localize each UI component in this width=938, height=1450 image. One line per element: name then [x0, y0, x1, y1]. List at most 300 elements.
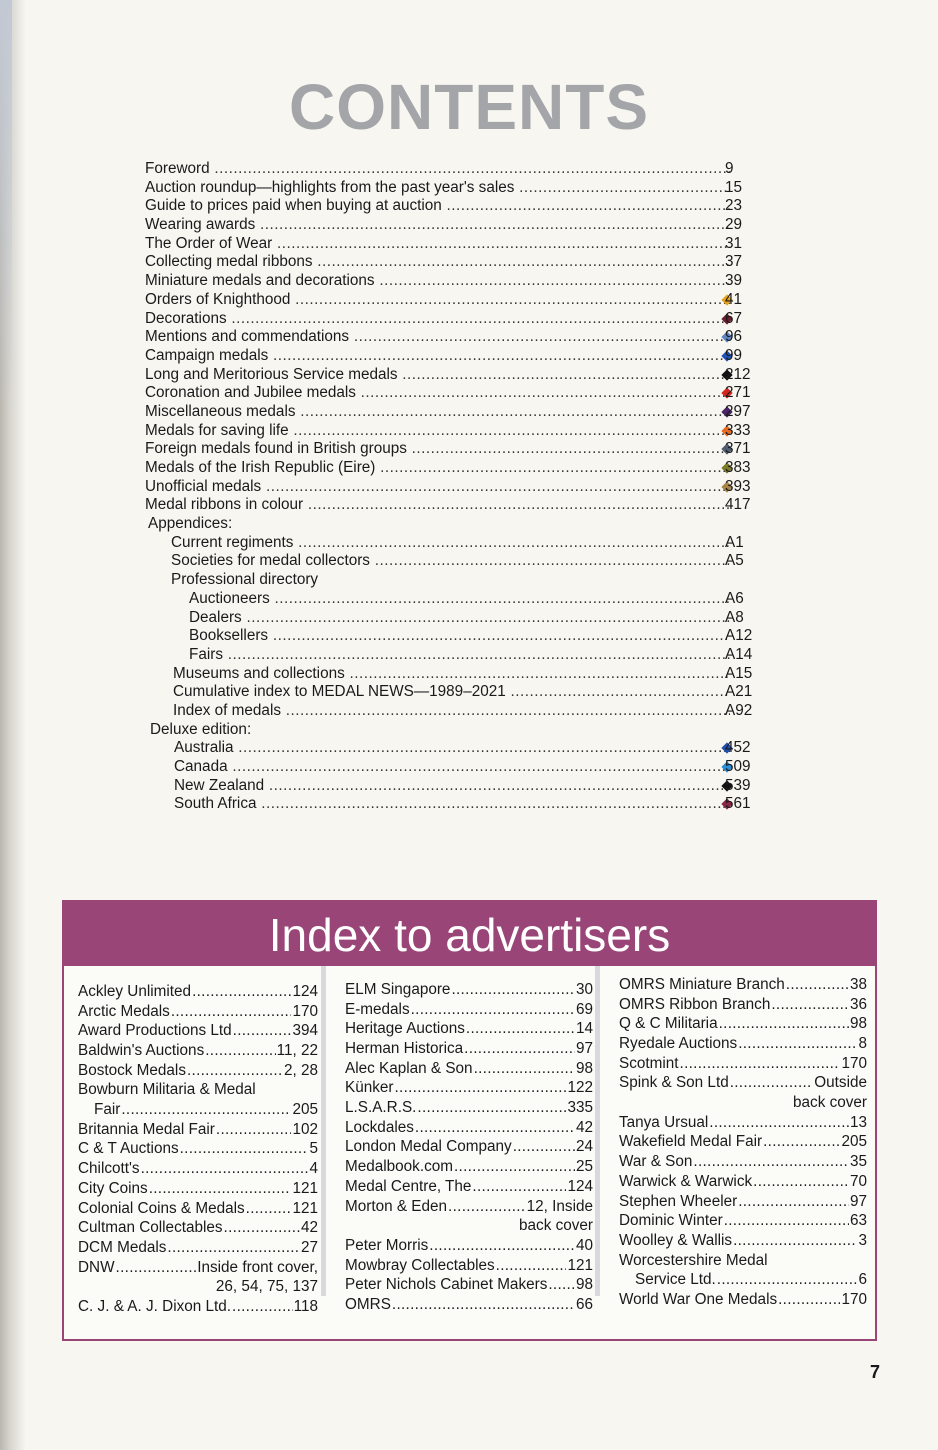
leader-dots: [167, 1238, 300, 1258]
toc-entry: [145, 291, 775, 310]
toc-entry-label: New Zealand .....: [145, 777, 730, 796]
advertiser-page: 69: [575, 1000, 593, 1018]
advertiser-name: Alec Kaplan & Son: [345, 1059, 473, 1077]
advertiser-entry: [78, 1159, 318, 1179]
advertiser-name: Worcestershire Medal: [619, 1251, 768, 1269]
advertiser-name: Cultman Collectables: [78, 1219, 223, 1237]
toc-entry-label: Auction roundup—highlights from the past year's sales .....: [145, 179, 730, 198]
toc-entry-label: The Order of Wear .....: [145, 235, 730, 254]
advertiser-name: OMRS Ribbon Branch: [619, 995, 771, 1013]
toc-entry-label: Miscellaneous medals .....: [145, 403, 730, 422]
toc-entry-label: Museums and collections .....: [145, 665, 730, 684]
leader-dots: [116, 1258, 197, 1278]
leader-dots: [513, 1137, 575, 1157]
toc-entry: [145, 366, 775, 385]
leader-dots: [448, 1197, 526, 1217]
leader-dots: [141, 1159, 309, 1179]
leader-dots: [224, 1218, 300, 1238]
toc-entry-page: 212: [725, 365, 751, 383]
leader-dots: [246, 1199, 292, 1219]
advertiser-entry: [619, 1192, 867, 1212]
advertiser-page: 40: [575, 1236, 593, 1254]
toc-entry: [145, 179, 775, 198]
advertiser-name: Medal Centre, The: [345, 1177, 472, 1195]
advertiser-page: 25: [575, 1158, 593, 1176]
advertiser-name: Tanya Ursual: [619, 1113, 709, 1131]
advertiser-name: Bostock Medals: [78, 1061, 186, 1079]
toc-entry-page: 41: [725, 290, 743, 308]
advertiser-name: Mowbray Collectables: [345, 1256, 495, 1274]
page-title: CONTENTS: [289, 71, 649, 143]
advertiser-page: 97: [575, 1040, 593, 1058]
advertiser-page: 42: [300, 1219, 318, 1237]
advertiser-name: Peter Nichols Cabinet Makers: [345, 1276, 548, 1294]
leader-dots: [216, 1120, 292, 1140]
toc-entry: [145, 777, 775, 796]
advertiser-entry: [619, 1073, 867, 1093]
advertiser-page: 205: [841, 1133, 867, 1151]
advertiser-name: DNW: [78, 1258, 115, 1276]
page-number: 7: [870, 1362, 881, 1382]
advertiser-entry: [78, 1199, 318, 1219]
toc-entry-page: 561: [725, 795, 751, 813]
advertiser-page: 124: [567, 1177, 593, 1195]
toc-entry-label: Cumulative index to MEDAL NEWS—1989–2021 .....: [145, 683, 730, 702]
advertiser-name: Woolley & Wallis: [619, 1231, 733, 1249]
advertiser-entry: [78, 1258, 318, 1278]
advertiser-entry: [619, 1152, 867, 1172]
toc-entry-label: Auctioneers .....: [145, 590, 730, 609]
toc-entry: [145, 403, 775, 422]
advertiser-page: 170: [841, 1290, 867, 1308]
toc-entry-label: Decorations .....: [145, 310, 730, 329]
toc-entry: [145, 534, 775, 553]
advertiser-page: 5: [309, 1140, 318, 1158]
advertiser-page: 6: [858, 1271, 867, 1289]
advertiser-entry: [78, 1218, 318, 1238]
toc-entry-page: 31: [725, 234, 743, 252]
advertiser-name-continued: Service Ltd.: [635, 1271, 716, 1289]
toc-entry-page: 297: [725, 402, 751, 420]
leader-dots: [753, 1172, 849, 1192]
directory-heading: Professional directory: [171, 571, 319, 589]
toc-entry: [145, 384, 775, 403]
advertiser-name: Baldwin's Auctions: [78, 1042, 205, 1060]
advertiser-entry: [345, 1295, 593, 1315]
leader-dots: [149, 1179, 292, 1199]
column-divider: [595, 966, 600, 1296]
advertiser-page: 63: [849, 1212, 867, 1230]
advertiser-entry: [345, 1236, 593, 1256]
advertiser-entry: [619, 1211, 867, 1231]
advertiser-page: 14: [575, 1020, 593, 1038]
advertiser-page: 35: [849, 1153, 867, 1171]
toc-entry-label: Booksellers .....: [145, 627, 730, 646]
leader-dots: [548, 1275, 575, 1295]
leader-dots: [417, 1098, 566, 1118]
advertiser-page: 8: [858, 1035, 867, 1053]
advertisers-column-2: [345, 980, 593, 1315]
advertiser-entry: [619, 1034, 867, 1054]
toc-entry-page: 67: [725, 309, 743, 327]
advertiser-entry: [619, 1172, 867, 1192]
advertiser-name: C & T Auctions: [78, 1140, 179, 1158]
advertiser-name: OMRS Miniature Branch: [619, 975, 785, 993]
toc-entry: [145, 683, 775, 702]
advertiser-entry: [345, 1138, 593, 1158]
advertiser-entry: [345, 1039, 593, 1059]
advertiser-name: London Medal Company: [345, 1138, 512, 1156]
toc-entry-page: A14: [725, 645, 753, 663]
leader-dots: [466, 1019, 575, 1039]
toc-entry-label: Medal ribbons in colour .....: [145, 496, 730, 515]
toc-entry-page: A1: [725, 533, 744, 551]
toc-entry-label: Societies for medal collectors .....: [145, 552, 730, 571]
advertiser-entry: [78, 982, 318, 1002]
toc-entry-label: Unofficial medals .....: [145, 478, 730, 497]
advertiser-page: 121: [292, 1179, 318, 1197]
advertiser-page: 98: [575, 1276, 593, 1294]
toc-entry: [145, 665, 775, 684]
toc-heading: [145, 721, 775, 740]
leader-dots: [786, 975, 849, 995]
advertiser-entry: [619, 975, 867, 995]
toc-entry: [145, 496, 775, 515]
toc-entry-label: Canada .....: [145, 758, 730, 777]
contents-list: [145, 160, 775, 814]
leader-dots: [771, 995, 849, 1015]
toc-entry: [145, 310, 775, 329]
toc-entry-label: Medals of the Irish Republic (Eire) .....: [145, 459, 730, 478]
advertiser-page: 170: [292, 1002, 318, 1020]
advertisers-column-1: [78, 982, 318, 1317]
toc-entry: [145, 552, 775, 571]
toc-entry-page: A21: [725, 683, 753, 701]
toc-entry-page: 37: [725, 253, 743, 271]
toc-entry: [145, 216, 775, 235]
advertiser-entry: [619, 1054, 867, 1074]
advertiser-page: 102: [292, 1120, 318, 1138]
advertiser-entry: [345, 1000, 593, 1020]
leader-dots: [730, 1073, 814, 1093]
advertiser-name: Colonial Coins & Medals: [78, 1199, 245, 1217]
toc-entry-page: 539: [725, 776, 751, 794]
leader-dots: [233, 1021, 292, 1041]
toc-entry-page: 333: [725, 421, 751, 439]
advertiser-page: 4: [309, 1160, 318, 1178]
advertiser-page: 24: [575, 1138, 593, 1156]
advertiser-name: Bowburn Militaria & Medal: [78, 1081, 256, 1099]
leader-dots: [717, 1270, 858, 1290]
toc-entry: [145, 272, 775, 291]
advertiser-entry: [345, 1078, 593, 1098]
toc-entry-page: 271: [725, 384, 751, 402]
advertiser-name-continued: Fair: [94, 1101, 121, 1119]
advertiser-entry: [345, 1059, 593, 1079]
toc-entry-page: A6: [725, 589, 744, 607]
advertiser-name: C. J. & A. J. Dixon Ltd.: [78, 1297, 232, 1315]
toc-entry: [145, 160, 775, 179]
toc-entry: [145, 478, 775, 497]
leader-dots: [121, 1100, 291, 1120]
leader-dots: [709, 1113, 849, 1133]
advertiser-entry: [619, 1231, 867, 1251]
toc-entry-page: 417: [725, 496, 751, 514]
advertiser-entry: [345, 1157, 593, 1177]
toc-entry-label: Miniature medals and decorations .....: [145, 272, 730, 291]
advertiser-page: 118: [293, 1297, 318, 1315]
advertiser-page: 98: [849, 1015, 867, 1033]
toc-entry-label: Current regiments .....: [145, 534, 730, 553]
advertiser-name: Arctic Medals: [78, 1002, 170, 1020]
advertiser-entry: [78, 1120, 318, 1140]
advertiser-name: Scotmint: [619, 1054, 679, 1072]
advertiser-entry: [78, 1002, 318, 1022]
leader-dots: [205, 1041, 275, 1061]
advertiser-name: OMRS: [345, 1295, 391, 1313]
advertiser-entry: [78, 1297, 318, 1317]
toc-entry-label: Campaign medals .....: [145, 347, 730, 366]
advertiser-page: 36: [849, 995, 867, 1013]
toc-entry: [145, 422, 775, 441]
advertiser-page: 121: [567, 1256, 593, 1274]
advertiser-entry: [619, 995, 867, 1015]
advertiser-entry: [619, 1251, 867, 1271]
advertiser-name: Award Productions Ltd: [78, 1022, 232, 1040]
advertiser-entry: [78, 1238, 318, 1258]
advertiser-name: Stephen Wheeler: [619, 1192, 738, 1210]
leader-dots: [451, 980, 575, 1000]
toc-entry: [145, 197, 775, 216]
toc-entry-page: A5: [725, 552, 744, 570]
advertiser-entry: [619, 1270, 867, 1290]
toc-entry-label: Medals for saving life .....: [145, 422, 730, 441]
advertiser-name: Lockdales: [345, 1118, 414, 1136]
advertiser-name: L.S.A.R.S.: [345, 1099, 417, 1117]
toc-entry: [145, 609, 775, 628]
toc-entry: [145, 758, 775, 777]
advertiser-entry: [619, 1113, 867, 1133]
advertiser-entry: [345, 1118, 593, 1138]
appendices-heading: Appendices:: [148, 515, 233, 533]
toc-entry: [145, 235, 775, 254]
leader-dots: [472, 1177, 566, 1197]
toc-entry-label: Fairs .....: [145, 646, 730, 665]
deluxe-heading: Deluxe edition:: [150, 720, 252, 738]
toc-entry: [145, 440, 775, 459]
toc-entry: [145, 795, 775, 814]
advertiser-page: 170: [841, 1054, 867, 1072]
advertisers-index: [62, 966, 877, 1341]
advertiser-name: Spink & Son Ltd: [619, 1074, 729, 1092]
advertiser-entry: [345, 1256, 593, 1276]
advertiser-name: Herman Historica: [345, 1040, 464, 1058]
leader-dots: [738, 1034, 857, 1054]
advertiser-name: City Coins: [78, 1179, 148, 1197]
advertiser-entry: [345, 980, 593, 1000]
advertiser-name: World War One Medals: [619, 1290, 778, 1308]
advertiser-name: Q & C Militaria: [619, 1015, 718, 1033]
toc-entry: [145, 253, 775, 272]
advertiser-name: E-medals: [345, 1000, 410, 1018]
toc-entry: [145, 646, 775, 665]
leader-dots: [392, 1295, 575, 1315]
advertiser-entry: [78, 1080, 318, 1100]
advertiser-name: Britannia Medal Fair: [78, 1120, 215, 1138]
toc-entry-label: Foreword .....: [145, 160, 730, 179]
toc-entry-label: Dealers .....: [145, 609, 730, 628]
toc-entry: [145, 702, 775, 721]
advertiser-name: Heritage Auctions: [345, 1020, 465, 1038]
leader-dots: [719, 1014, 849, 1034]
advertiser-page: 66: [575, 1295, 593, 1313]
toc-entry-page: 39: [725, 272, 743, 290]
advertiser-name: Morton & Eden: [345, 1197, 448, 1215]
advertisers-banner: Index to advertisers: [62, 900, 877, 966]
toc-entry-label: Wearing awards .....: [145, 216, 730, 235]
leader-dots: [738, 1192, 849, 1212]
advertiser-name: Chilcott's: [78, 1160, 140, 1178]
advertiser-page: 11, 22: [276, 1042, 318, 1060]
advertiser-entry: [78, 1140, 318, 1160]
advertiser-page: 205: [292, 1101, 318, 1119]
advertiser-page: 3: [858, 1231, 867, 1249]
advertiser-page: 97: [849, 1192, 867, 1210]
toc-heading: [145, 515, 775, 534]
toc-entry-page: 509: [725, 758, 751, 775]
leader-dots: [464, 1039, 575, 1059]
toc-entry-page: 29: [725, 216, 743, 234]
leader-dots: [474, 1059, 575, 1079]
toc-entry-page: 393: [725, 477, 751, 495]
leader-dots: [680, 1054, 841, 1074]
advertiser-entry: [345, 1019, 593, 1039]
column-divider: [321, 966, 326, 1296]
advertiser-page: 98: [575, 1059, 593, 1077]
toc-heading: [145, 571, 775, 590]
leader-dots: [429, 1236, 575, 1256]
advertiser-page-continued: back cover: [793, 1094, 867, 1112]
advertiser-name: War & Son: [619, 1153, 693, 1171]
advertiser-entry: [619, 1290, 867, 1310]
toc-entry-label: Long and Meritorious Service medals .....: [145, 366, 730, 385]
advertiser-name: Medalbook.com: [345, 1158, 453, 1176]
toc-entry-label: Australia .....: [145, 739, 730, 758]
toc-entry: [145, 627, 775, 646]
advertisers-column-3: [619, 975, 867, 1310]
leader-dots: [180, 1139, 309, 1159]
leader-dots: [171, 1002, 292, 1022]
toc-entry-label: Orders of Knighthood .....: [145, 291, 730, 310]
toc-entry-page: A92: [725, 701, 753, 719]
advertiser-entry: [78, 1041, 318, 1061]
advertiser-name: Warwick & Warwick: [619, 1172, 753, 1190]
leader-dots: [763, 1132, 840, 1152]
advertiser-name: Künker: [345, 1079, 394, 1097]
advertiser-page: 335: [567, 1099, 593, 1117]
advertiser-entry: [78, 1179, 318, 1199]
advertiser-entry: [345, 1098, 593, 1118]
advertiser-name: Ryedale Auctions: [619, 1035, 738, 1053]
leader-dots: [192, 982, 291, 1002]
advertiser-page-continued: back cover: [519, 1217, 593, 1235]
toc-entry: [145, 739, 775, 758]
toc-entry-label: Index of medals .....: [145, 702, 730, 721]
toc-entry-label: Collecting medal ribbons .....: [145, 253, 730, 272]
leader-dots: [187, 1061, 283, 1081]
toc-entry-page: 371: [725, 440, 751, 458]
advertiser-page-continued: 26, 54, 75, 137: [215, 1278, 318, 1296]
toc-entry-label: Guide to prices paid when buying at auction .....: [145, 197, 730, 216]
advertiser-name: Ackley Unlimited: [78, 982, 192, 1000]
toc-entry-page: 452: [725, 739, 751, 757]
toc-entry-page: 383: [725, 459, 751, 476]
advertiser-page: 27: [300, 1238, 318, 1256]
advertiser-page: 121: [292, 1199, 318, 1217]
advertiser-page: 38: [849, 975, 867, 993]
toc-entry-label: South Africa .....: [145, 795, 730, 814]
leader-dots: [415, 1118, 575, 1138]
advertiser-page: 122: [567, 1079, 593, 1097]
advertiser-name: Dominic Winter: [619, 1212, 723, 1230]
toc-entry-page: A12: [725, 627, 753, 645]
toc-entry-page: 96: [725, 328, 743, 346]
advertiser-entry: [78, 1100, 318, 1120]
advertiser-entry: [619, 1133, 867, 1153]
leader-dots: [232, 1297, 293, 1317]
advertiser-name: ELM Singapore: [345, 980, 451, 998]
advertiser-entry: [345, 1177, 593, 1197]
advertiser-entry: [78, 1061, 318, 1081]
toc-entry-page: 15: [725, 178, 743, 196]
toc-entry-page: A8: [725, 608, 744, 626]
advertiser-name: Peter Morris: [345, 1236, 429, 1254]
advertiser-page: 30: [575, 980, 593, 998]
leader-dots: [454, 1157, 575, 1177]
leader-dots: [724, 1211, 849, 1231]
leader-dots: [778, 1290, 840, 1310]
toc-entry-label: Mentions and commendations .....: [145, 328, 730, 347]
advertiser-page: 12, Inside: [526, 1197, 593, 1215]
advertiser-page: 2, 28: [283, 1061, 318, 1079]
advertiser-page: 42: [575, 1118, 593, 1136]
advertiser-page: Outside: [814, 1074, 867, 1092]
toc-entry-page: 99: [725, 346, 743, 364]
toc-entry: [145, 459, 775, 478]
toc-entry: [145, 347, 775, 366]
leader-dots: [411, 1000, 575, 1020]
leader-dots: [394, 1078, 566, 1098]
toc-entry-page: 9: [725, 160, 734, 177]
advertiser-page: 124: [292, 982, 318, 1000]
advertiser-entry: [345, 1197, 593, 1217]
advertiser-name: DCM Medals: [78, 1238, 167, 1256]
leader-dots: [496, 1256, 567, 1276]
page-spine-tint: [0, 0, 12, 420]
toc-entry-page: 23: [725, 197, 743, 215]
leader-dots: [733, 1231, 857, 1251]
advertiser-entry: [345, 1275, 593, 1295]
advertiser-entry: [619, 1014, 867, 1034]
advertiser-page: 394: [292, 1022, 318, 1040]
advertiser-entry: [78, 1021, 318, 1041]
advertiser-page: Inside front cover,: [197, 1258, 318, 1276]
toc-entry-label: Coronation and Jubilee medals .....: [145, 384, 730, 403]
leader-dots: [693, 1152, 849, 1172]
advertiser-page: 70: [849, 1172, 867, 1190]
advertiser-page: 13: [849, 1113, 867, 1131]
advertiser-name: Wakefield Medal Fair: [619, 1133, 763, 1151]
